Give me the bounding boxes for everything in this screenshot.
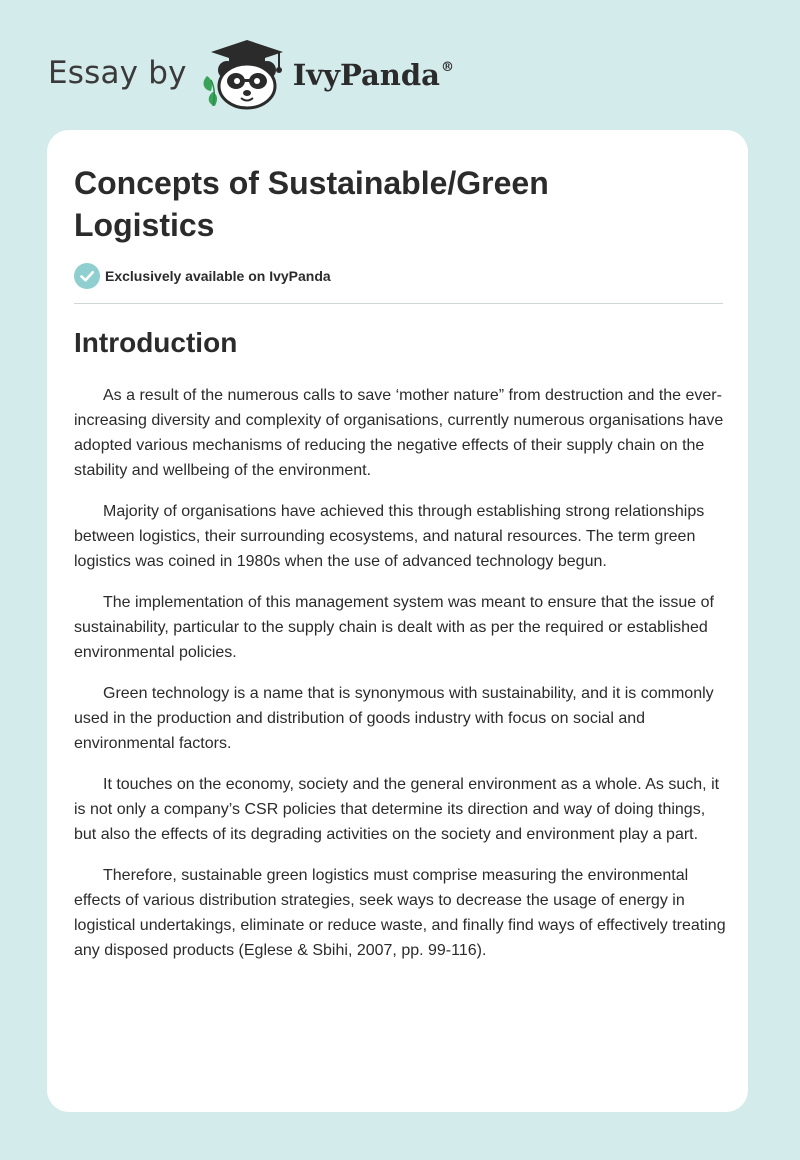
site-header-brand[interactable] — [48, 36, 454, 110]
page-title: Concepts of Sustainable/Green Logistics — [74, 165, 549, 243]
essay-body — [74, 383, 726, 979]
exclusive-badge — [74, 263, 331, 289]
panda-graduate-logo-icon — [199, 36, 291, 110]
essay-card — [47, 130, 748, 1112]
paragraph: It touches on the economy, society and the general environment as a whole. As such, it is not only a company’s CSR policies that determine its direction and way of doing things, but also the effects of its degrading activities on the society and environment play a part. — [74, 776, 720, 843]
paragraph: Green technology is a name that is synonymous with sustainability, and it is commonly used in the production and distribution of goods industry with focus on social and environmental factors. — [74, 685, 714, 752]
section-heading-introduction: Introduction — [74, 327, 238, 358]
registered-mark: ® — [440, 60, 454, 75]
check-circle-icon — [74, 263, 100, 289]
paragraph: Majority of organisations have achieved this through establishing strong relationships between logistics, their surrounding ecosystems, and natural resources. The term green logistics was coined in 1980s when the use of advanced technology begun. — [74, 503, 705, 570]
paragraph: Therefore, sustainable green logistics must comprise measuring the environmental effects of various distribution strategies, seek ways to decrease the usage of energy in logistical undertakings, eliminate or reduce waste, and finally find ways of effectively treating any disposed products (Eglese & Sbihi, 2007, pp. 99-116). — [74, 867, 726, 959]
paragraph: The implementation of this management system was meant to ensure that the issue of sustainability, particular to the supply chain is dealt with as per the required or established environmental policies. — [74, 594, 714, 661]
exclusive-badge-label: Exclusively available on IvyPanda — [105, 268, 331, 284]
essay-by-label: Essay by — [48, 55, 187, 91]
brand-name — [293, 58, 454, 92]
brand-name-text: IvyPanda — [292, 58, 440, 92]
paragraph: As a result of the numerous calls to save ‘mother nature” from destruction and the ever-increasing diversity and complexity of organisations, currently numerous organisations have adopted various mechanisms of reducing the negative effects of their supply chain on the stability and wellbeing of the environment. — [74, 387, 724, 479]
divider — [74, 303, 723, 304]
